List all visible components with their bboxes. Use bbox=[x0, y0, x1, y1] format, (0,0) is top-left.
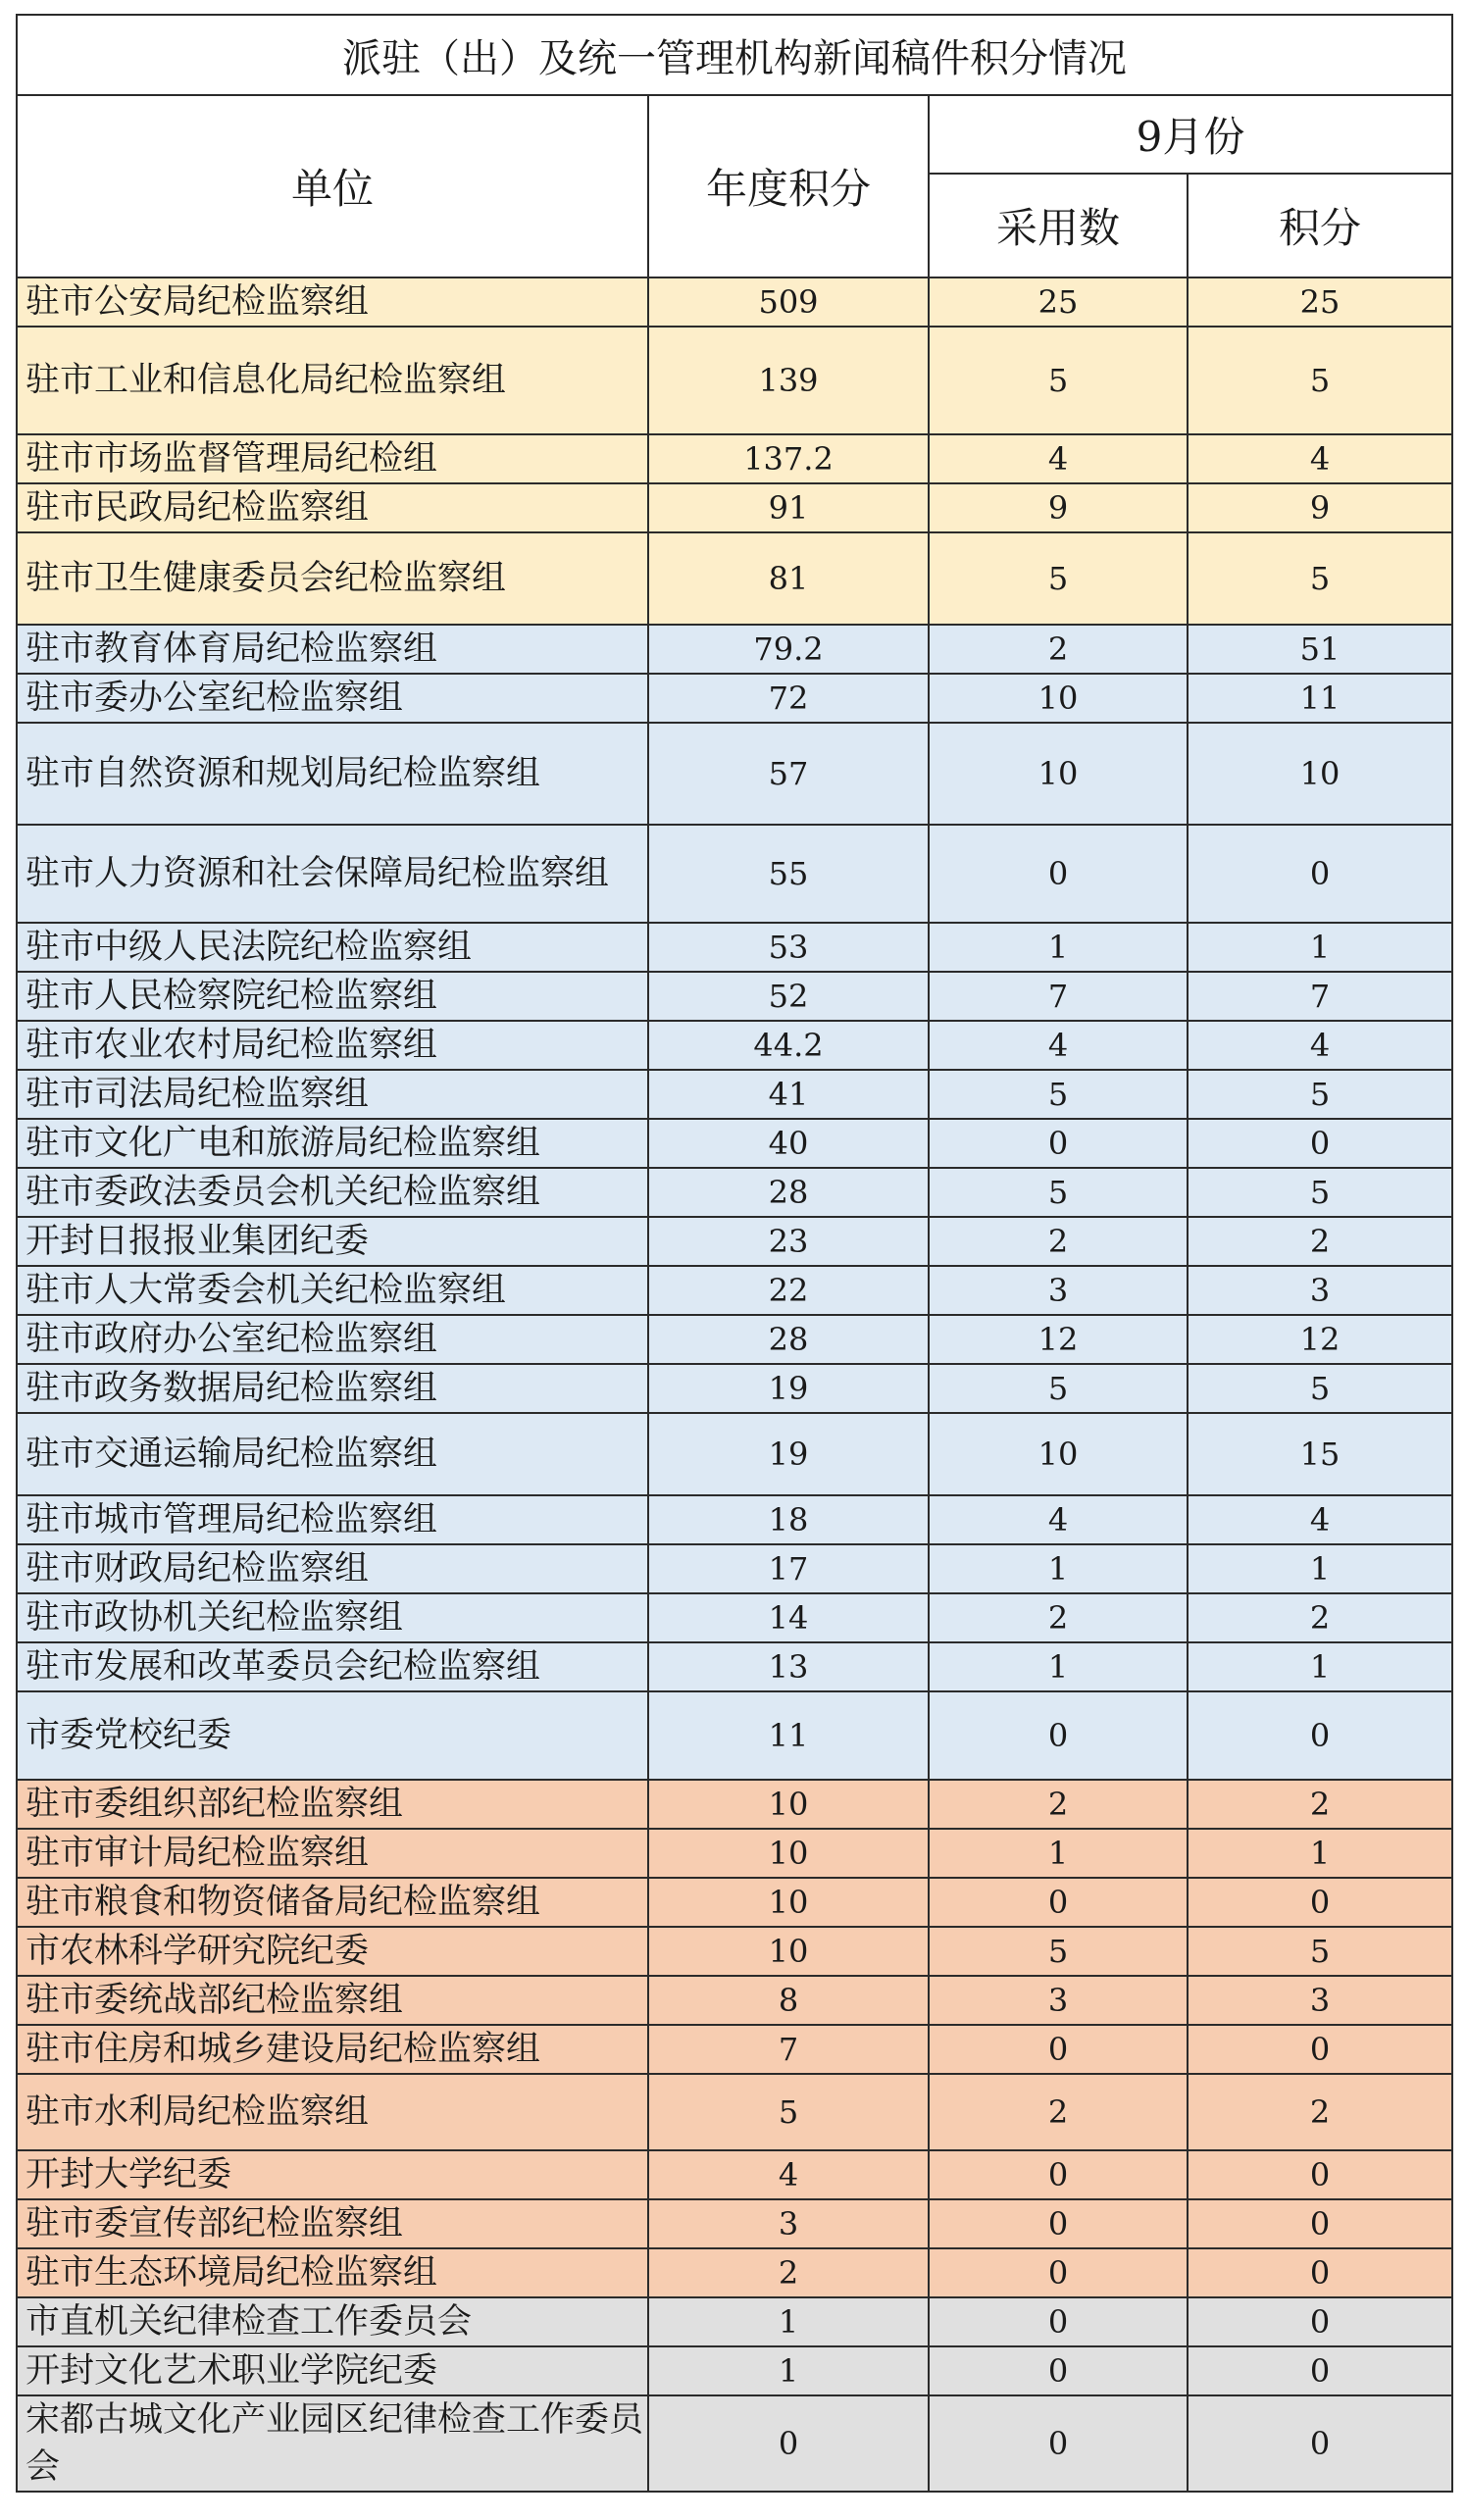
unit-cell: 驻市公安局纪检监察组 bbox=[17, 277, 648, 327]
month-points-cell: 10 bbox=[1188, 723, 1452, 825]
month-points-cell: 1 bbox=[1188, 1544, 1452, 1593]
unit-cell: 驻市委办公室纪检监察组 bbox=[17, 674, 648, 723]
unit-cell: 驻市司法局纪检监察组 bbox=[17, 1070, 648, 1119]
annual-score-cell: 10 bbox=[648, 1878, 929, 1927]
table-row bbox=[17, 2297, 1452, 2346]
month-points-cell: 2 bbox=[1188, 2074, 1452, 2150]
month-points-cell: 5 bbox=[1188, 327, 1452, 434]
month-points-cell: 15 bbox=[1188, 1413, 1452, 1495]
table-title: 派驻（出）及统一管理机构新闻稿件积分情况 bbox=[17, 15, 1452, 95]
table-row bbox=[17, 1691, 1452, 1780]
month-points-cell: 1 bbox=[1188, 923, 1452, 972]
score-table bbox=[16, 14, 1453, 2493]
month-points-cell: 51 bbox=[1188, 625, 1452, 674]
annual-score-cell: 72 bbox=[648, 674, 929, 723]
annual-score-cell: 53 bbox=[648, 923, 929, 972]
annual-score-cell: 8 bbox=[648, 1976, 929, 2025]
adopted-count-cell: 1 bbox=[929, 1642, 1188, 1691]
adopted-count-cell: 0 bbox=[929, 2248, 1188, 2297]
adopted-count-cell: 1 bbox=[929, 923, 1188, 972]
table-row bbox=[17, 1364, 1452, 1413]
table-row bbox=[17, 1119, 1452, 1168]
month-points-cell: 4 bbox=[1188, 434, 1452, 483]
table-row bbox=[17, 1168, 1452, 1217]
adopted-count-cell: 0 bbox=[929, 2346, 1188, 2395]
unit-cell: 开封文化艺术职业学院纪委 bbox=[17, 2346, 648, 2395]
table-row bbox=[17, 1829, 1452, 1878]
annual-score-cell: 14 bbox=[648, 1593, 929, 1642]
table-row bbox=[17, 2248, 1452, 2297]
annual-score-cell: 10 bbox=[648, 1927, 929, 1976]
unit-cell: 驻市委政法委员会机关纪检监察组 bbox=[17, 1168, 648, 1217]
table-row bbox=[17, 972, 1452, 1021]
month-points-cell: 4 bbox=[1188, 1021, 1452, 1070]
unit-cell: 驻市民政局纪检监察组 bbox=[17, 483, 648, 532]
unit-cell: 驻市工业和信息化局纪检监察组 bbox=[17, 327, 648, 434]
table-row bbox=[17, 625, 1452, 674]
unit-cell: 市委党校纪委 bbox=[17, 1691, 648, 1780]
month-points-cell: 11 bbox=[1188, 674, 1452, 723]
month-points-cell: 7 bbox=[1188, 972, 1452, 1021]
adopted-count-cell: 9 bbox=[929, 483, 1188, 532]
unit-cell: 驻市生态环境局纪检监察组 bbox=[17, 2248, 648, 2297]
unit-cell: 驻市发展和改革委员会纪检监察组 bbox=[17, 1642, 648, 1691]
annual-score-cell: 81 bbox=[648, 532, 929, 625]
adopted-count-cell: 0 bbox=[929, 2297, 1188, 2346]
adopted-count-cell: 25 bbox=[929, 277, 1188, 327]
unit-cell: 驻市农业农村局纪检监察组 bbox=[17, 1021, 648, 1070]
adopted-count-cell: 10 bbox=[929, 1413, 1188, 1495]
adopted-count-cell: 3 bbox=[929, 1976, 1188, 2025]
table-row bbox=[17, 1878, 1452, 1927]
month-points-cell: 0 bbox=[1188, 1119, 1452, 1168]
annual-score-cell: 91 bbox=[648, 483, 929, 532]
adopted-count-cell: 1 bbox=[929, 1544, 1188, 1593]
adopted-count-cell: 0 bbox=[929, 2025, 1188, 2074]
adopted-count-cell: 5 bbox=[929, 1364, 1188, 1413]
unit-cell: 开封日报报业集团纪委 bbox=[17, 1217, 648, 1266]
unit-cell: 驻市政协机关纪检监察组 bbox=[17, 1593, 648, 1642]
annual-score-cell: 2 bbox=[648, 2248, 929, 2297]
month-points-cell: 2 bbox=[1188, 1217, 1452, 1266]
annual-score-cell: 509 bbox=[648, 277, 929, 327]
table-row bbox=[17, 1976, 1452, 2025]
adopted-count-cell: 0 bbox=[929, 1119, 1188, 1168]
adopted-count-cell: 12 bbox=[929, 1315, 1188, 1364]
month-points-cell: 3 bbox=[1188, 1266, 1452, 1315]
annual-score-cell: 10 bbox=[648, 1829, 929, 1878]
month-points-cell: 2 bbox=[1188, 1593, 1452, 1642]
unit-cell: 驻市中级人民法院纪检监察组 bbox=[17, 923, 648, 972]
table-row bbox=[17, 1593, 1452, 1642]
adopted-count-cell: 3 bbox=[929, 1266, 1188, 1315]
adopted-count-cell: 7 bbox=[929, 972, 1188, 1021]
table-row bbox=[17, 1927, 1452, 1976]
table-row bbox=[17, 1315, 1452, 1364]
unit-cell: 驻市财政局纪检监察组 bbox=[17, 1544, 648, 1593]
annual-score-cell: 1 bbox=[648, 2297, 929, 2346]
adopted-count-cell: 0 bbox=[929, 825, 1188, 923]
annual-score-cell: 52 bbox=[648, 972, 929, 1021]
unit-cell: 驻市自然资源和规划局纪检监察组 bbox=[17, 723, 648, 825]
annual-score-cell: 79.2 bbox=[648, 625, 929, 674]
header-points: 积分 bbox=[1188, 174, 1452, 277]
unit-cell: 驻市人民检察院纪检监察组 bbox=[17, 972, 648, 1021]
table-body bbox=[17, 277, 1452, 2492]
unit-cell: 宋都古城文化产业园区纪律检查工作委员会 bbox=[17, 2395, 648, 2492]
table-row bbox=[17, 674, 1452, 723]
unit-cell: 市直机关纪律检查工作委员会 bbox=[17, 2297, 648, 2346]
adopted-count-cell: 0 bbox=[929, 1878, 1188, 1927]
month-points-cell: 5 bbox=[1188, 1168, 1452, 1217]
adopted-count-cell: 0 bbox=[929, 2395, 1188, 2492]
annual-score-cell: 13 bbox=[648, 1642, 929, 1691]
table-row bbox=[17, 825, 1452, 923]
unit-cell: 驻市教育体育局纪检监察组 bbox=[17, 625, 648, 674]
annual-score-cell: 55 bbox=[648, 825, 929, 923]
table-row bbox=[17, 2395, 1452, 2492]
unit-cell: 驻市住房和城乡建设局纪检监察组 bbox=[17, 2025, 648, 2074]
month-points-cell: 3 bbox=[1188, 1976, 1452, 2025]
adopted-count-cell: 5 bbox=[929, 1927, 1188, 1976]
unit-cell: 驻市委统战部纪检监察组 bbox=[17, 1976, 648, 2025]
table-row bbox=[17, 483, 1452, 532]
adopted-count-cell: 0 bbox=[929, 1691, 1188, 1780]
unit-cell: 驻市水利局纪检监察组 bbox=[17, 2074, 648, 2150]
month-points-cell: 0 bbox=[1188, 2346, 1452, 2395]
unit-cell: 驻市文化广电和旅游局纪检监察组 bbox=[17, 1119, 648, 1168]
table-row bbox=[17, 2025, 1452, 2074]
month-points-cell: 0 bbox=[1188, 2395, 1452, 2492]
adopted-count-cell: 4 bbox=[929, 434, 1188, 483]
month-points-cell: 1 bbox=[1188, 1642, 1452, 1691]
annual-score-cell: 0 bbox=[648, 2395, 929, 2492]
annual-score-cell: 41 bbox=[648, 1070, 929, 1119]
annual-score-cell: 10 bbox=[648, 1780, 929, 1829]
table-row bbox=[17, 2346, 1452, 2395]
table-row bbox=[17, 1070, 1452, 1119]
annual-score-cell: 22 bbox=[648, 1266, 929, 1315]
adopted-count-cell: 2 bbox=[929, 625, 1188, 674]
header-adopted: 采用数 bbox=[929, 174, 1188, 277]
annual-score-cell: 3 bbox=[648, 2199, 929, 2248]
month-points-cell: 5 bbox=[1188, 1927, 1452, 1976]
annual-score-cell: 7 bbox=[648, 2025, 929, 2074]
unit-cell: 驻市委组织部纪检监察组 bbox=[17, 1780, 648, 1829]
month-points-cell: 25 bbox=[1188, 277, 1452, 327]
adopted-count-cell: 2 bbox=[929, 1593, 1188, 1642]
month-points-cell: 5 bbox=[1188, 532, 1452, 625]
unit-cell: 驻市粮食和物资储备局纪检监察组 bbox=[17, 1878, 648, 1927]
unit-cell: 市农林科学研究院纪委 bbox=[17, 1927, 648, 1976]
table-row bbox=[17, 327, 1452, 434]
annual-score-cell: 40 bbox=[648, 1119, 929, 1168]
annual-score-cell: 44.2 bbox=[648, 1021, 929, 1070]
table-row bbox=[17, 532, 1452, 625]
unit-cell: 驻市政府办公室纪检监察组 bbox=[17, 1315, 648, 1364]
table-row bbox=[17, 434, 1452, 483]
adopted-count-cell: 0 bbox=[929, 2150, 1188, 2199]
annual-score-cell: 4 bbox=[648, 2150, 929, 2199]
table-row bbox=[17, 2150, 1452, 2199]
unit-cell: 驻市人大常委会机关纪检监察组 bbox=[17, 1266, 648, 1315]
table-row bbox=[17, 1495, 1452, 1544]
adopted-count-cell: 4 bbox=[929, 1495, 1188, 1544]
unit-cell: 驻市人力资源和社会保障局纪检监察组 bbox=[17, 825, 648, 923]
annual-score-cell: 23 bbox=[648, 1217, 929, 1266]
annual-score-cell: 19 bbox=[648, 1413, 929, 1495]
unit-cell: 开封大学纪委 bbox=[17, 2150, 648, 2199]
adopted-count-cell: 2 bbox=[929, 1217, 1188, 1266]
month-points-cell: 5 bbox=[1188, 1070, 1452, 1119]
unit-cell: 驻市卫生健康委员会纪检监察组 bbox=[17, 532, 648, 625]
month-points-cell: 0 bbox=[1188, 2025, 1452, 2074]
adopted-count-cell: 5 bbox=[929, 1168, 1188, 1217]
month-points-cell: 9 bbox=[1188, 483, 1452, 532]
header-month: 9月份 bbox=[929, 95, 1452, 174]
annual-score-cell: 137.2 bbox=[648, 434, 929, 483]
adopted-count-cell: 4 bbox=[929, 1021, 1188, 1070]
month-points-cell: 5 bbox=[1188, 1364, 1452, 1413]
month-points-cell: 12 bbox=[1188, 1315, 1452, 1364]
unit-cell: 驻市委宣传部纪检监察组 bbox=[17, 2199, 648, 2248]
adopted-count-cell: 5 bbox=[929, 532, 1188, 625]
month-points-cell: 0 bbox=[1188, 1878, 1452, 1927]
unit-cell: 驻市城市管理局纪检监察组 bbox=[17, 1495, 648, 1544]
month-points-cell: 0 bbox=[1188, 825, 1452, 923]
annual-score-cell: 11 bbox=[648, 1691, 929, 1780]
month-points-cell: 4 bbox=[1188, 1495, 1452, 1544]
adopted-count-cell: 10 bbox=[929, 723, 1188, 825]
header-annual: 年度积分 bbox=[648, 95, 929, 277]
month-points-cell: 0 bbox=[1188, 2248, 1452, 2297]
table-row bbox=[17, 2074, 1452, 2150]
table-row bbox=[17, 1217, 1452, 1266]
adopted-count-cell: 0 bbox=[929, 2199, 1188, 2248]
table-row bbox=[17, 723, 1452, 825]
table-row bbox=[17, 1413, 1452, 1495]
month-points-cell: 2 bbox=[1188, 1780, 1452, 1829]
adopted-count-cell: 2 bbox=[929, 2074, 1188, 2150]
month-points-cell: 0 bbox=[1188, 1691, 1452, 1780]
annual-score-cell: 57 bbox=[648, 723, 929, 825]
table-row bbox=[17, 1266, 1452, 1315]
annual-score-cell: 5 bbox=[648, 2074, 929, 2150]
unit-cell: 驻市市场监督管理局纪检组 bbox=[17, 434, 648, 483]
table-row bbox=[17, 1780, 1452, 1829]
month-points-cell: 0 bbox=[1188, 2150, 1452, 2199]
adopted-count-cell: 10 bbox=[929, 674, 1188, 723]
unit-cell: 驻市交通运输局纪检监察组 bbox=[17, 1413, 648, 1495]
annual-score-cell: 1 bbox=[648, 2346, 929, 2395]
adopted-count-cell: 5 bbox=[929, 1070, 1188, 1119]
annual-score-cell: 19 bbox=[648, 1364, 929, 1413]
annual-score-cell: 28 bbox=[648, 1315, 929, 1364]
annual-score-cell: 28 bbox=[648, 1168, 929, 1217]
month-points-cell: 0 bbox=[1188, 2199, 1452, 2248]
adopted-count-cell: 2 bbox=[929, 1780, 1188, 1829]
adopted-count-cell: 1 bbox=[929, 1829, 1188, 1878]
month-points-cell: 1 bbox=[1188, 1829, 1452, 1878]
unit-cell: 驻市政务数据局纪检监察组 bbox=[17, 1364, 648, 1413]
annual-score-cell: 17 bbox=[648, 1544, 929, 1593]
table-row bbox=[17, 2199, 1452, 2248]
table-row bbox=[17, 277, 1452, 327]
annual-score-cell: 18 bbox=[648, 1495, 929, 1544]
table-row bbox=[17, 1021, 1452, 1070]
table-row bbox=[17, 923, 1452, 972]
table-row bbox=[17, 1642, 1452, 1691]
month-points-cell: 0 bbox=[1188, 2297, 1452, 2346]
unit-cell: 驻市审计局纪检监察组 bbox=[17, 1829, 648, 1878]
header-unit: 单位 bbox=[17, 95, 648, 277]
adopted-count-cell: 5 bbox=[929, 327, 1188, 434]
annual-score-cell: 139 bbox=[648, 327, 929, 434]
table-row bbox=[17, 1544, 1452, 1593]
